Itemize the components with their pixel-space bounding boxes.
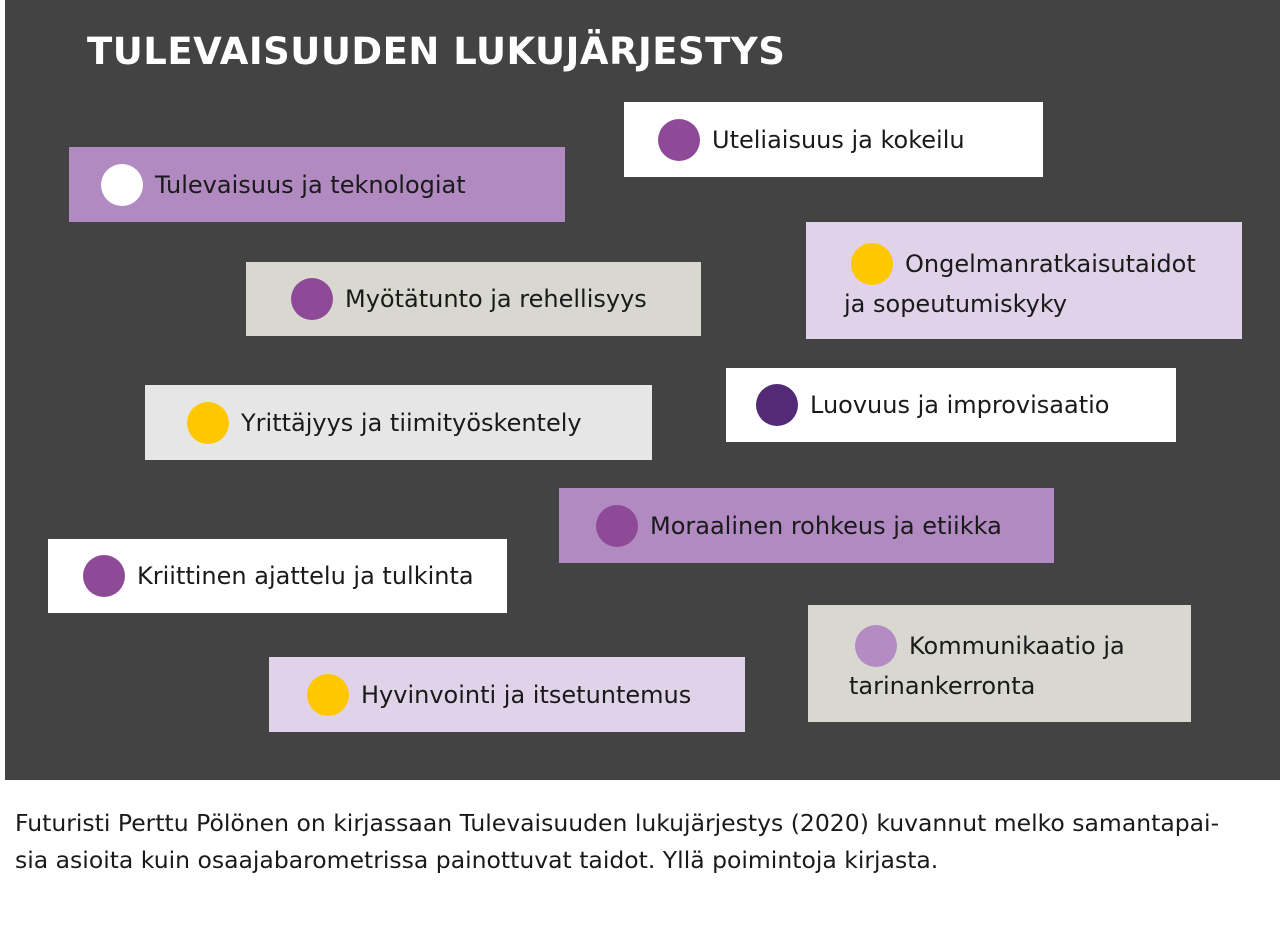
purple-dot-icon	[658, 119, 700, 161]
skill-label: Myötätunto ja rehellisyys	[345, 285, 647, 313]
skill-card-entrepreneurship	[145, 385, 652, 460]
skill-card-curiosity	[624, 102, 1043, 177]
skill-card-wellbeing	[269, 657, 745, 732]
purple-dot-icon	[83, 555, 125, 597]
caption-line-1: Futuristi Perttu Pölönen on kirjassaan Tulevaisuuden lukujärjestys (2020) kuvannut melko samantapai-	[15, 809, 1220, 837]
light-purple-dot-icon	[855, 625, 897, 667]
purple-dot-icon	[291, 278, 333, 320]
caption	[15, 805, 1270, 879]
skill-label: Kriittinen ajattelu ja tulkinta	[137, 562, 474, 590]
white-dot-icon	[101, 164, 143, 206]
yellow-dot-icon	[307, 674, 349, 716]
skill-card-communication	[808, 605, 1191, 722]
skill-card-future-technology	[69, 147, 565, 222]
infographic-title: TULEVAISUUDEN LUKUJÄRJESTYS	[87, 30, 786, 73]
skill-label: Uteliaisuus ja kokeilu	[712, 125, 965, 154]
skill-label: Tulevaisuus ja teknologiat	[155, 170, 466, 199]
skill-label: Yrittäjyys ja tiimityöskentely	[241, 408, 582, 437]
skill-label-line2: tarinankerronta	[849, 672, 1036, 700]
skill-label: Hyvinvointi ja itsetuntemus	[361, 680, 692, 709]
skill-card-creativity	[726, 368, 1176, 442]
skill-label-line1: Ongelmanratkaisutaidot	[905, 250, 1196, 278]
yellow-dot-icon	[187, 402, 229, 444]
skill-card-problem-solving	[806, 222, 1242, 339]
skill-card-empathy-honesty	[246, 262, 701, 336]
caption-line-2: sia asioita kuin osaajabarometrissa painottuvat taidot. Yllä poimintoja kirjasta.	[15, 846, 939, 874]
purple-dot-icon	[596, 505, 638, 547]
skill-card-critical-thinking	[48, 539, 507, 613]
skill-label: Moraalinen rohkeus ja etiikka	[650, 511, 1002, 540]
skill-card-moral-courage	[559, 488, 1054, 563]
skill-label-line2: ja sopeutumiskyky	[844, 290, 1068, 318]
dark-purple-dot-icon	[756, 384, 798, 426]
yellow-dot-icon	[851, 243, 893, 285]
skill-label: Luovuus ja improvisaatio	[810, 391, 1110, 419]
skill-label-line1: Kommunikaatio ja	[909, 632, 1125, 660]
